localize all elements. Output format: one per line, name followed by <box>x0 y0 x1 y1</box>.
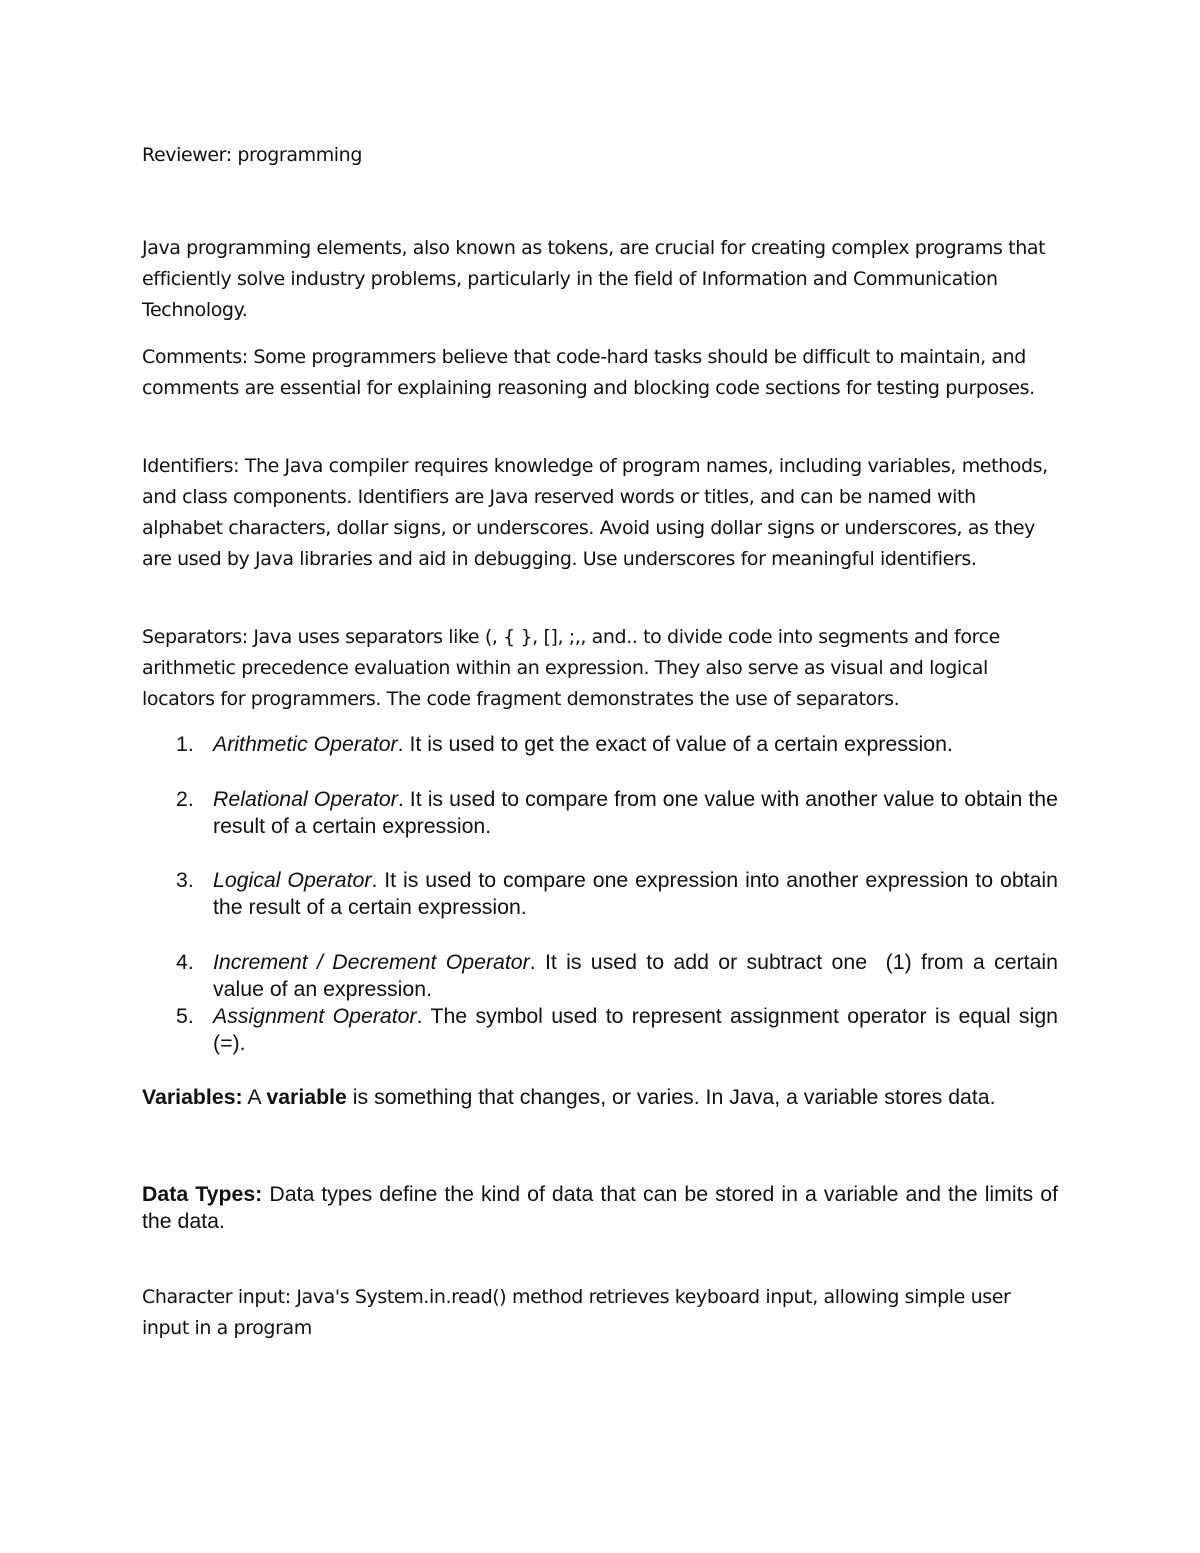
separators-paragraph: Separators: Java uses separators like (, { }, [], ;,, and.. to divide code into segments and force arithmetic precedence evaluation within an expression. They also serve as visual and logical locators for programmers. The code fragment demonstrates the use of separators. <box>142 626 1000 710</box>
data-types-paragraph <box>142 1181 1058 1235</box>
character-input-paragraph: Character input: Java's System.in.read() method retrieves keyboard input, allowing simple user input in a program <box>142 1286 1011 1339</box>
variables-paragraph <box>142 1084 1058 1111</box>
operator-name: Relational Operator <box>213 787 398 811</box>
list-number: 3. <box>176 868 194 892</box>
operator-description: . It is used to get the exact of value of a certain expression. <box>397 732 953 756</box>
list-text <box>213 1003 1058 1057</box>
comments-paragraph: Comments: Some programmers believe that code-hard tasks should be difficult to maintain, and comments are essential for explaining reasoning and blocking code sections for testing purposes. <box>142 346 1035 399</box>
operator-description: . It is used to compare one expression into another expression to obtain the result of a certain expression. <box>213 868 1058 919</box>
list-text <box>213 949 1064 1003</box>
variables-label: Variables: <box>142 1085 243 1109</box>
operator-name: Arithmetic Operator <box>213 732 398 756</box>
operator-name: Assignment Operator <box>213 1004 417 1028</box>
variables-text: is something that changes, or varies. In Java, a variable stores data. <box>346 1085 996 1109</box>
document-title: Reviewer: programming <box>142 144 362 166</box>
variables-pre: A <box>242 1085 267 1109</box>
operator-name: Logical Operator <box>213 868 372 892</box>
intro-paragraph: Java programming elements, also known as tokens, are crucial for creating complex programs that efficiently solve industry problems, particularly in the field of Information and Communication Technology. <box>142 237 1046 321</box>
list-number: 4. <box>176 950 194 974</box>
list-text <box>213 867 1058 921</box>
variable-term: variable <box>266 1085 347 1109</box>
identifiers-paragraph: Identifiers: The Java compiler requires knowledge of program names, including variables, methods, and class components. Identifiers are Java reserved words or titles, and can be named with alphabet characters, dollar signs, or underscores. Avoid using dollar signs or underscores, as they are used by Java libraries and aid in debugging. Use underscores for meaningful identifiers. <box>142 455 1048 570</box>
operator-name: Increment / Decrement Operator <box>213 950 530 974</box>
data-types-text: Data types define the kind of data that can be stored in a variable and the limits of the data. <box>142 1182 1059 1233</box>
list-number: 5. <box>176 1004 194 1028</box>
operator-description: . The symbol used to represent assignment operator is equal sign (=). <box>213 1004 1059 1055</box>
list-number: 2. <box>176 787 194 811</box>
data-types-label: Data Types: <box>142 1182 263 1206</box>
list-text <box>213 786 1058 840</box>
operator-description: . It is used to add or subtract one (1) from a certain value of an expression. <box>213 950 1064 1001</box>
list-text <box>213 731 1058 758</box>
list-number: 1. <box>176 732 194 756</box>
operator-description: . It is used to compare from one value with another value to obtain the result of a certain expression. <box>213 787 1058 838</box>
